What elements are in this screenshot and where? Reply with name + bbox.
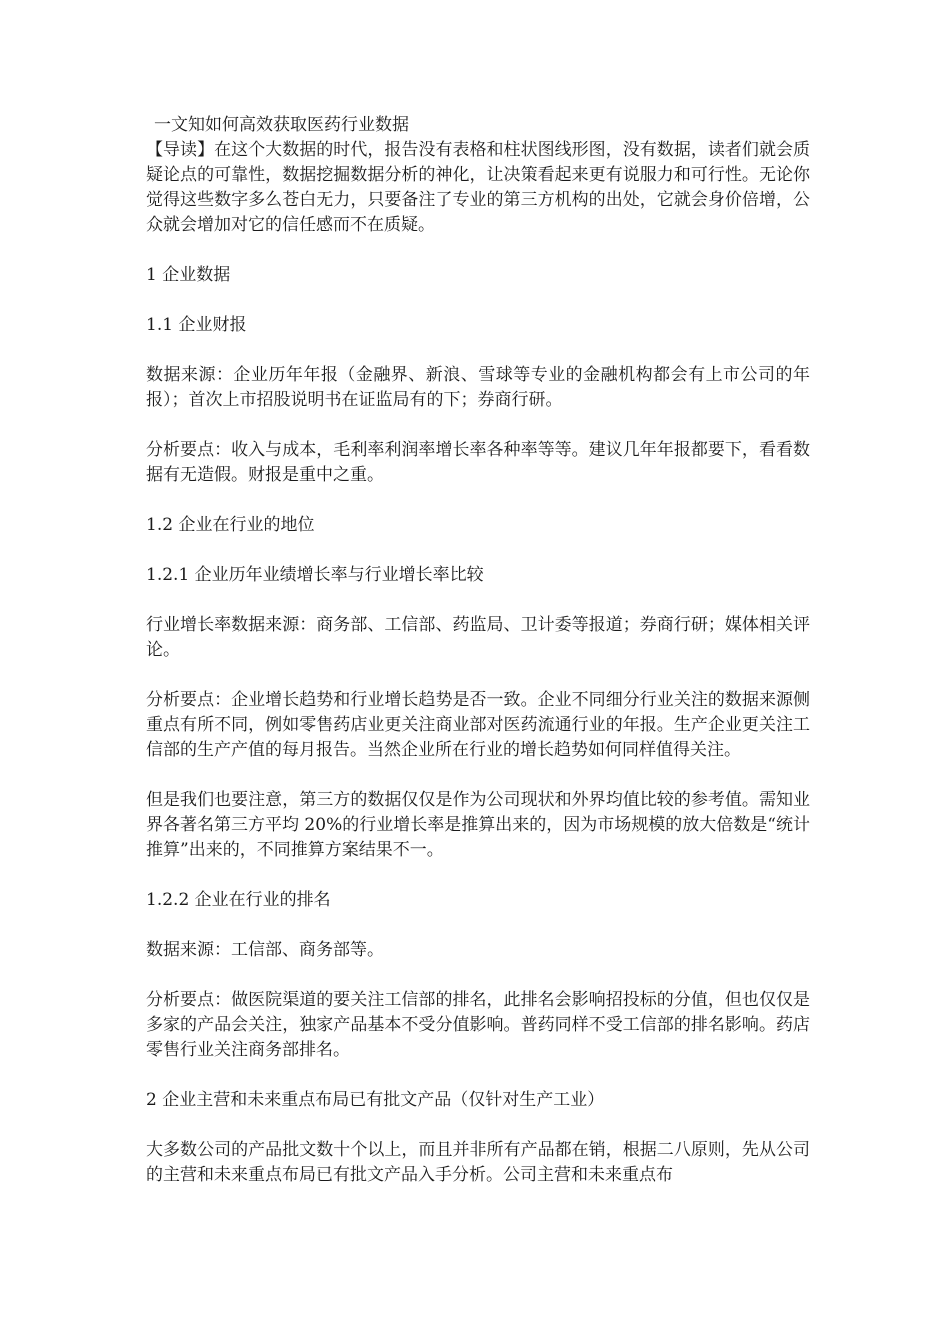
growth-analysis-paragraph: 分析要点：企业增长趋势和行业增长趋势是否一致。企业不同细分行业关注的数据来源侧重点有所不同，例如零售药店业更关注商业部对医药流通行业的年报。生产企业更关注工信部的生产产值的每月报告。当然企业所在行业的增长趋势如何同样值得关注。 (146, 690, 810, 760)
analysis-paragraph: 分析要点：收入与成本，毛利率利润率增长率各种率等等。建议几年年报都要下，看看数据有无造假。财报是重中之重。 (146, 440, 810, 485)
section-heading-1-2: 1.2 企业在行业的地位 (146, 515, 315, 535)
section-heading-1-2-1: 1.2.1 企业历年业绩增长率与行业增长率比较 (146, 565, 484, 585)
product-paragraph: 大多数公司的产品批文数十个以上，而且并非所有产品都在销，根据二八原则，先从公司的主营和未来重点布局已有批文产品入手分析。公司主营和未来重点布 (146, 1140, 810, 1185)
section-heading-1: 1 企业数据 (146, 265, 231, 285)
ranking-analysis-paragraph: 分析要点：做医院渠道的要关注工信部的排名，此排名会影响招投标的分值，但也仅仅是多家的产品会关注，独家产品基本不受分值影响。普药同样不受工信部的排名影响。药店零售行业关注商务部排名。 (146, 990, 810, 1060)
document-page (146, 112, 810, 1188)
ranking-source-paragraph: 数据来源：工信部、商务部等。 (146, 940, 384, 960)
section-heading-1-2-2: 1.2.2 企业在行业的排名 (146, 890, 331, 910)
section-heading-2: 2 企业主营和未来重点布局已有批文产品（仅针对生产工业） (146, 1090, 605, 1110)
section-heading-1-1: 1.1 企业财报 (146, 315, 247, 335)
document-title: 一文知如何高效获取医药行业数据 (154, 115, 409, 135)
data-source-paragraph: 数据来源：企业历年年报（金融界、新浪、雪球等专业的金融机构都会有上市公司的年报）；首次上市招股说明书在证监局有的下；券商行研。 (146, 365, 810, 410)
third-party-note-paragraph: 但是我们也要注意，第三方的数据仅仅是作为公司现状和外界均值比较的参考值。需知业界各著名第三方平均 20%的行业增长率是推算出来的，因为市场规模的放大倍数是“统计推算”出来的，不同推算方案结果不一。 (146, 790, 810, 860)
industry-source-paragraph: 行业增长率数据来源：商务部、工信部、药监局、卫计委等报道；券商行研；媒体相关评论。 (146, 615, 810, 660)
intro-paragraph: 【导读】在这个大数据的时代，报告没有表格和柱状图线形图，没有数据，读者们就会质疑论点的可靠性，数据挖掘数据分析的神化，让决策看起来更有说服力和可行性。无论你觉得这些数字多么苍白无力，只要备注了专业的第三方机构的出处，它就会身价倍增，公众就会增加对它的信任感而不在质疑。 (146, 140, 810, 235)
spacer (146, 238, 810, 263)
